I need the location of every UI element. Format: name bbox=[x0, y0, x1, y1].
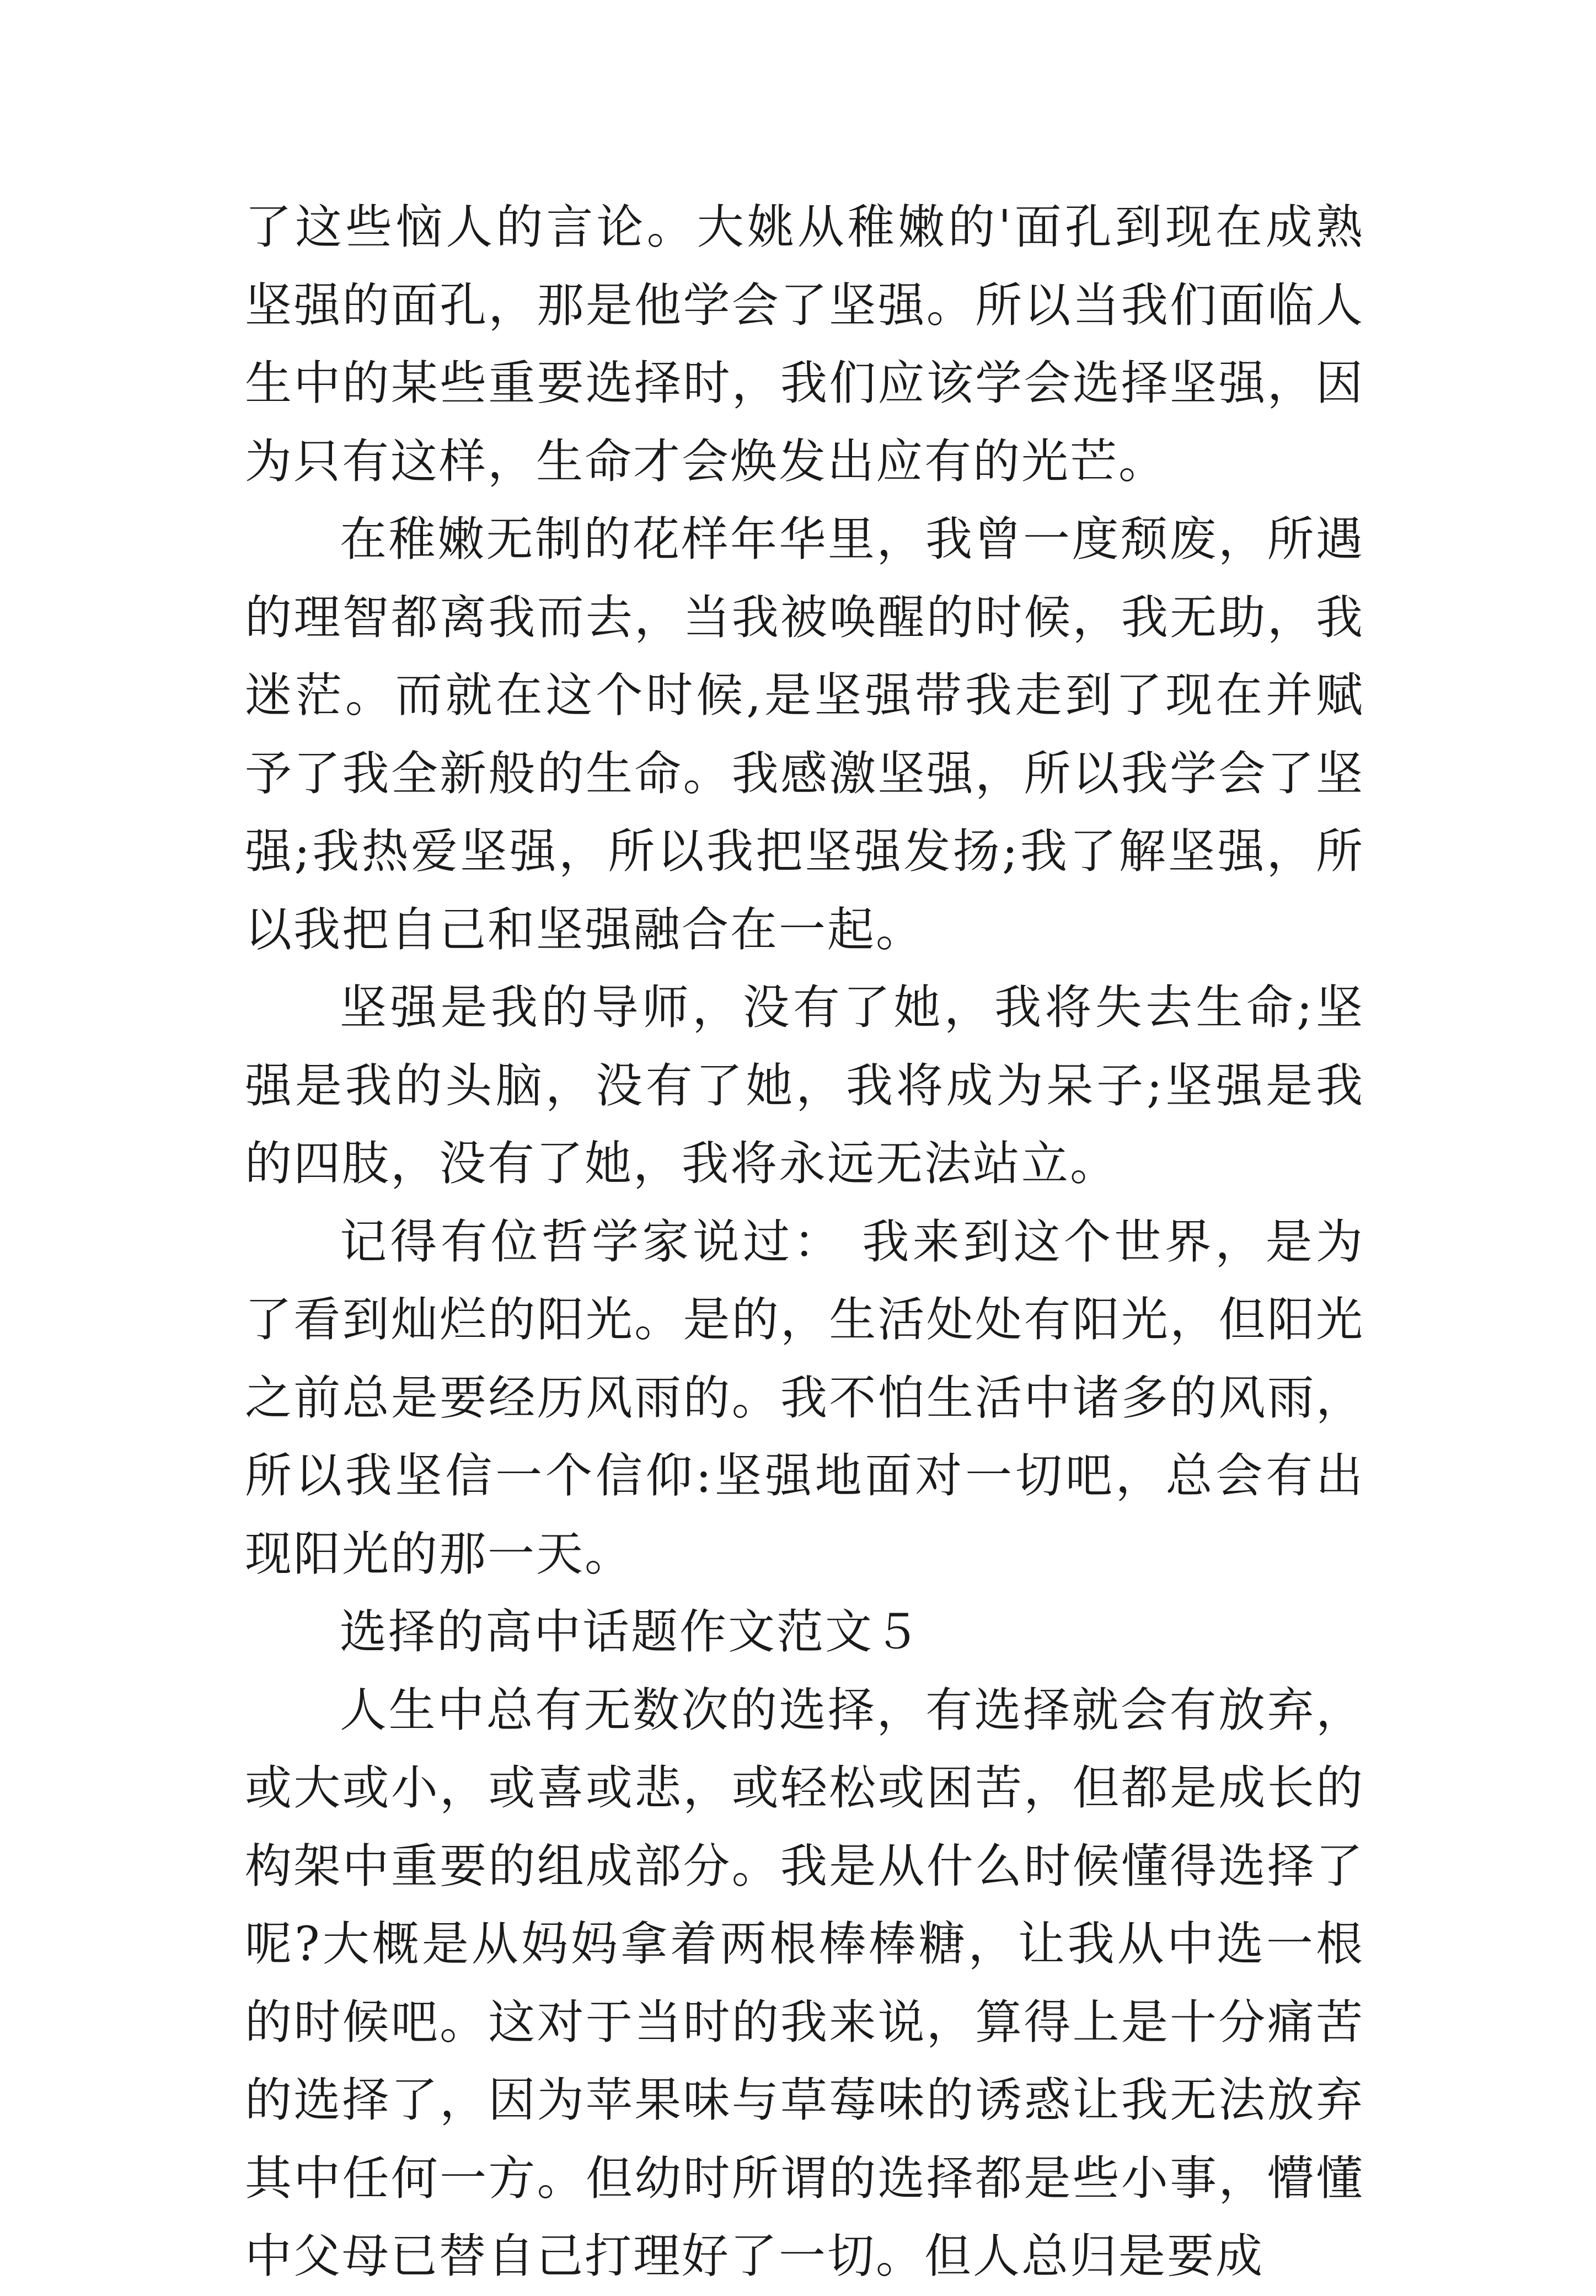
paragraph-youth: 在稚嫩无制的花样年华里，我曾一度颓废，所遇的理智都离我而去，当我被唤醒的时候，我无助，我迷茫。而就在这个时候,是坚强带我走到了现在并赋予了我全新般的生命。我感激坚强，所以我学会了坚强;我热爱坚强，所以我把坚强发扬;我了解坚强，所以我把自己和坚强融合在一起。 bbox=[245, 512, 1364, 957]
section-heading: 选择的高中话题作文范文５ bbox=[340, 1605, 923, 1660]
paragraph-continuation: 了这些恼人的言论。大姚从稚嫩的'面孔到现在成熟坚强的面孔，那是他学会了坚强。所以当我们面临人生中的某些重要选择时，我们应该学会选择坚强，因为只有这样，生命才会焕发出应有的光芒。 bbox=[245, 200, 1364, 489]
paragraph-philosopher: 记得有位哲学家说过： 我来到这个世界，是为了看到灿烂的阳光。是的，生活处处有阳光，但阳光之前总是要经历风雨的。我不怕生活中诸多的风雨，所以我坚信一个信仰:坚强地面对一切吧，总会有出现阳光的那一天。 bbox=[245, 1214, 1364, 1582]
paragraph-mentor: 坚强是我的导师，没有了她，我将失去生命;坚强是我的头脑，没有了她，我将成为呆子;坚强是我的四肢，没有了她，我将永远无法站立。 bbox=[245, 981, 1364, 1191]
paragraph-choices: 人生中总有无数次的选择，有选择就会有放弃，或大或小，或喜或悲，或轻松或困苦，但都是成长的构架中重要的组成部分。我是从什么时候懂得选择了呢?大概是从妈妈拿着两根棒棒糖，让我从中选一根的时候吧。这对于当时的我来说，算得上是十分痛苦的选择了，因为苹果味与草莓味的诱惑让我无法放弃其中任何一方。但幼时所谓的选择都是些小事，懵懂中父母已替自己打理好了一切。但人总归是要成 bbox=[245, 1683, 1364, 2284]
document-body bbox=[245, 189, 1364, 2296]
